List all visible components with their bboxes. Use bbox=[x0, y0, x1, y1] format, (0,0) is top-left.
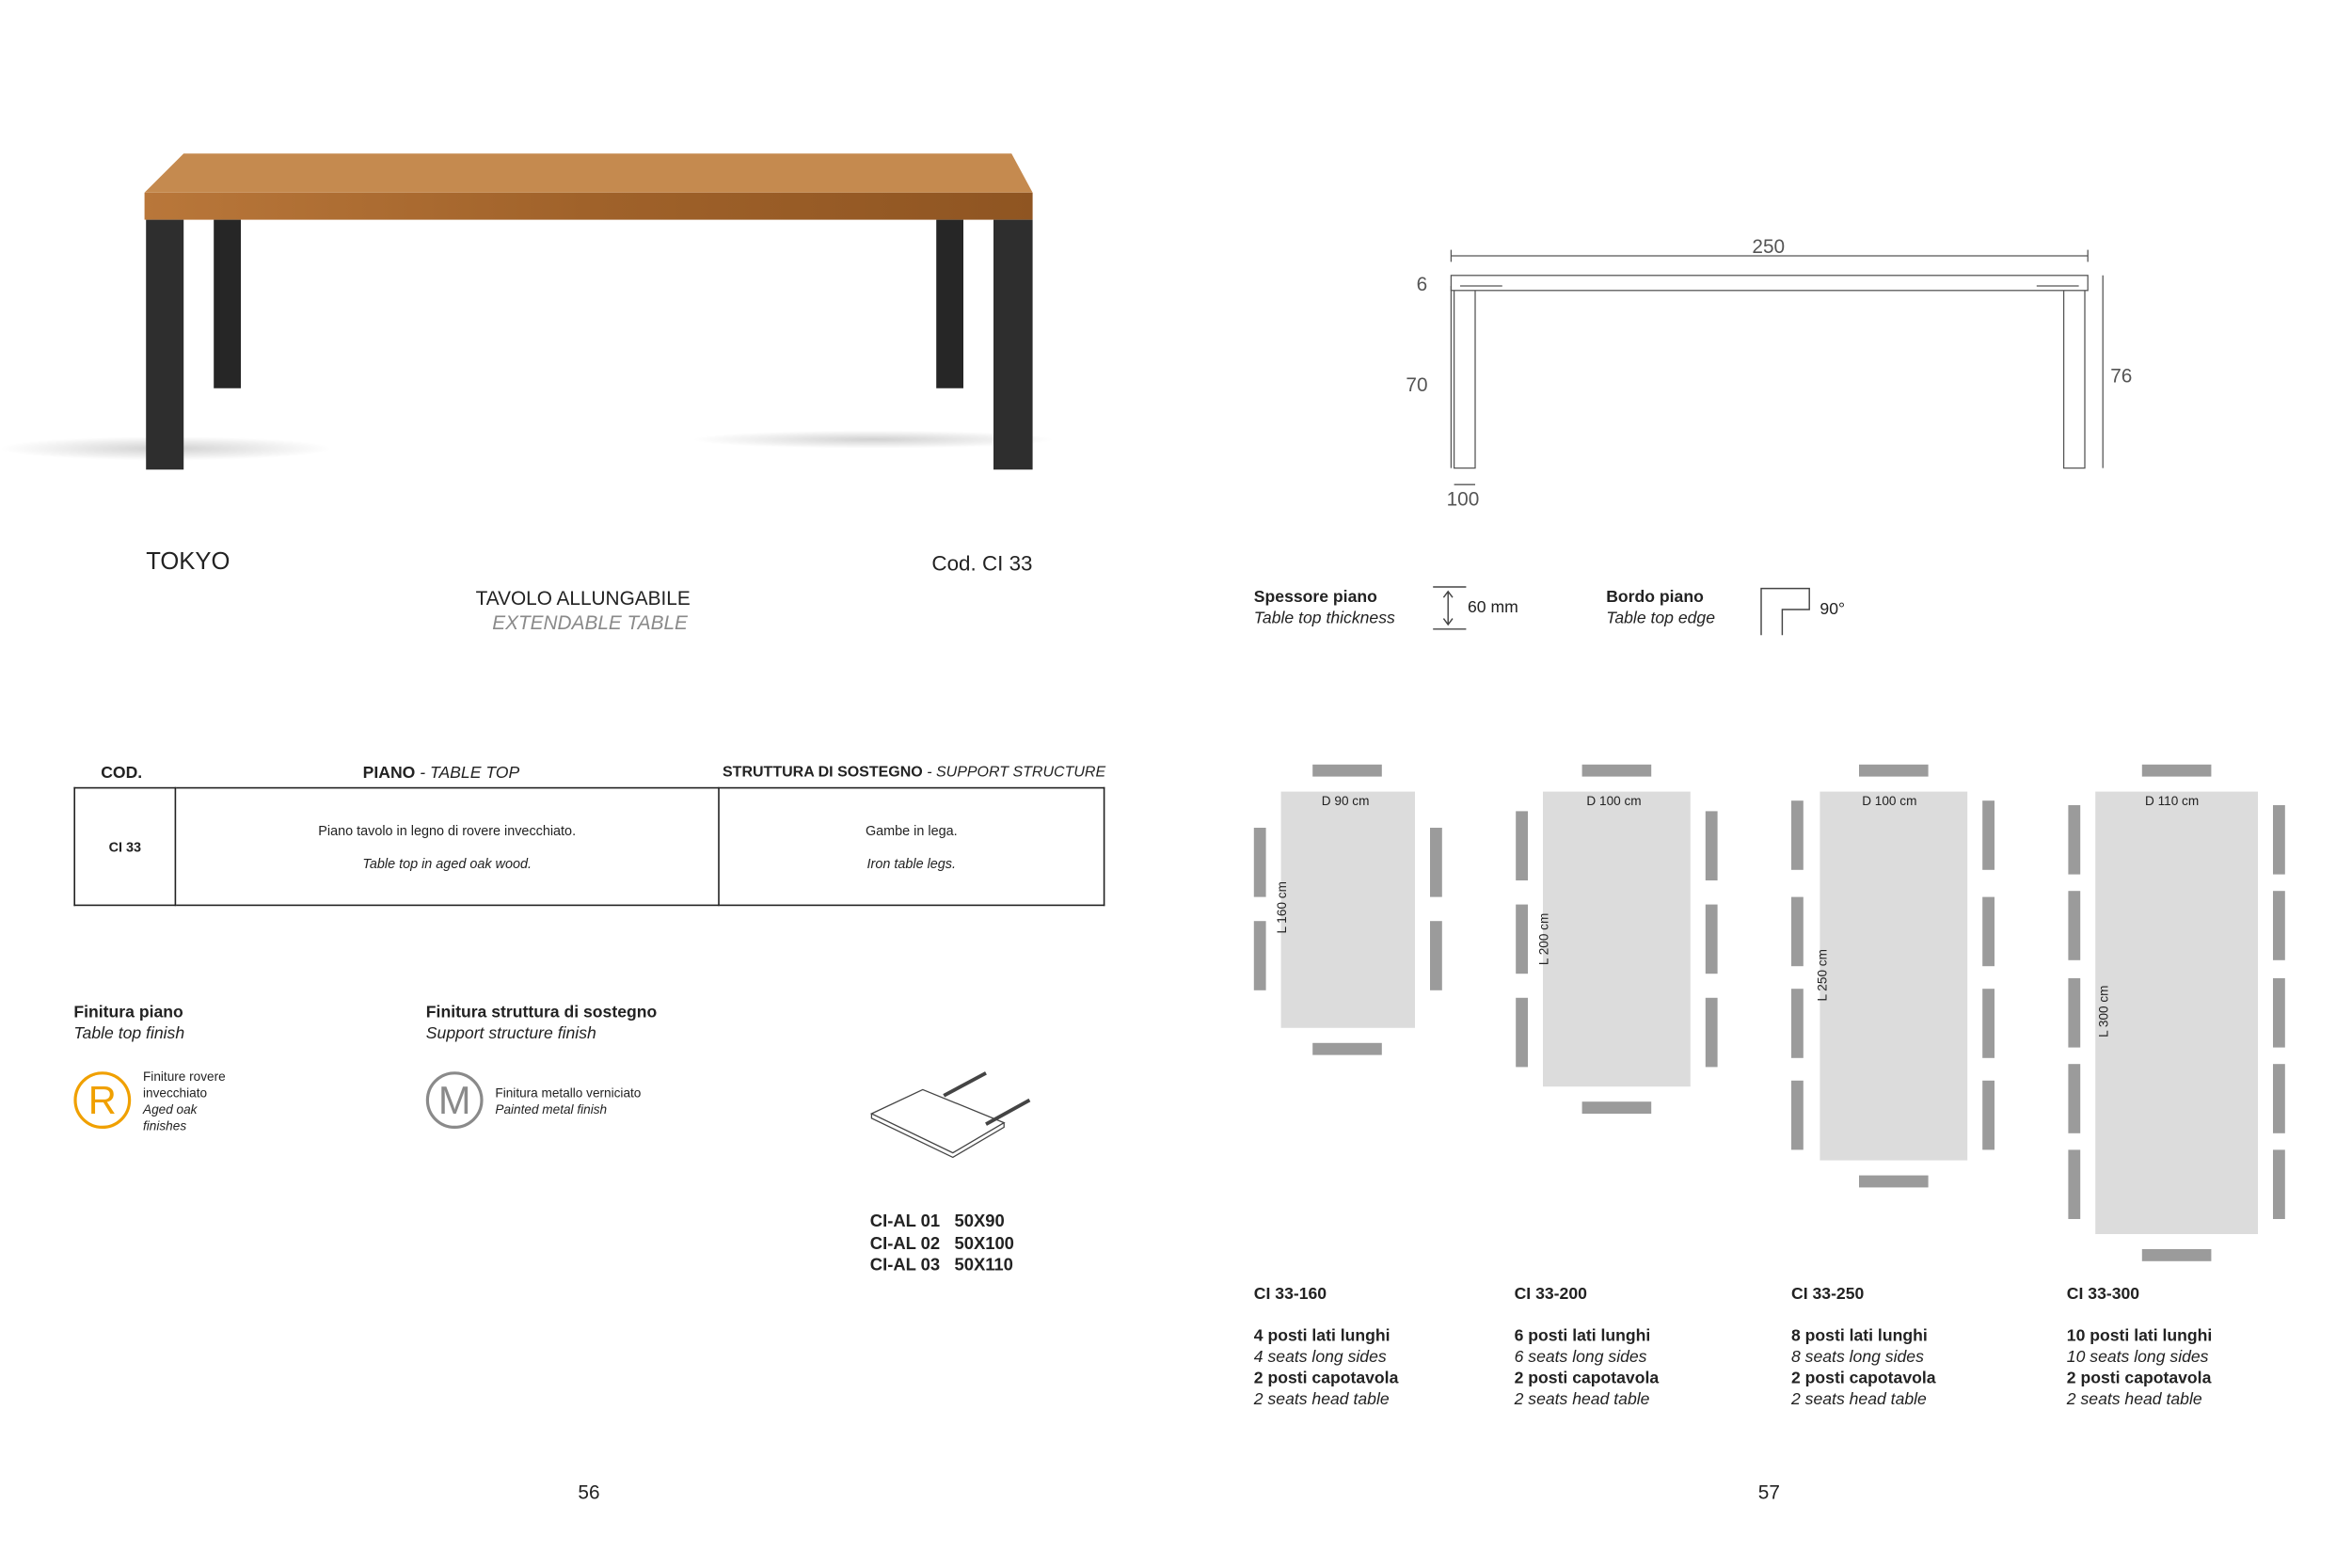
table-plan-200 bbox=[1543, 792, 1691, 1087]
finish-structure-title: Finitura struttura di sostegno bbox=[425, 1004, 658, 1022]
finish-m-badge: M bbox=[426, 1071, 484, 1129]
chair bbox=[2068, 891, 2080, 960]
table-plan-300 bbox=[2095, 792, 2258, 1234]
chair bbox=[2142, 765, 2212, 777]
table-row bbox=[74, 788, 1104, 906]
chair bbox=[1582, 1101, 1652, 1114]
chair bbox=[2273, 805, 2285, 875]
edge-label-en: Table top edge bbox=[1606, 610, 1716, 628]
chair bbox=[1791, 989, 1804, 1058]
cell-piano: Piano tavolo in legno di rovere invecchiato. Table top in aged oak wood. bbox=[175, 788, 719, 906]
spec-table bbox=[73, 787, 1104, 906]
chair bbox=[1516, 905, 1528, 974]
extension-codes: CI-AL 01 50X90 CI-AL 02 50X100 CI-AL 03 50X110 bbox=[869, 1212, 1014, 1275]
chair bbox=[1791, 1081, 1804, 1150]
thickness-label: Spessore piano bbox=[1253, 588, 1377, 607]
chair bbox=[1982, 1081, 1994, 1150]
chair bbox=[1430, 921, 1442, 990]
thickness-label-en: Table top thickness bbox=[1253, 610, 1395, 628]
seating-plans bbox=[1234, 752, 2318, 1272]
chair bbox=[1982, 989, 1994, 1058]
chair bbox=[2068, 1149, 2080, 1219]
edge-value: 90° bbox=[1820, 600, 1846, 619]
col-header-cod: COD. bbox=[101, 764, 143, 783]
edge-label: Bordo piano bbox=[1606, 588, 1704, 607]
seating-info-300: CI 33-300 10 posti lati lunghi 10 seats long sides 2 posti capotavola 2 seats head table bbox=[2066, 1285, 2213, 1409]
chair bbox=[1982, 897, 1994, 967]
table-plan-160 bbox=[1281, 792, 1415, 1028]
chair bbox=[1582, 765, 1652, 777]
chair bbox=[1982, 800, 1994, 870]
extension-leaf-drawing bbox=[866, 1069, 1039, 1166]
plan-200-depth: D 100 cm bbox=[1586, 793, 1642, 809]
chair bbox=[2273, 978, 2285, 1048]
col-header-piano: PIANO - TABLE TOP bbox=[362, 764, 520, 783]
col-header-struttura: STRUTTURA DI SOSTEGNO - SUPPORT STRUCTURE bbox=[723, 764, 1106, 782]
table-plans bbox=[1281, 792, 2258, 1234]
table-photo bbox=[0, 120, 1084, 497]
chair bbox=[1706, 811, 1718, 880]
seating-info-250: CI 33-250 8 posti lati lunghi 8 seats long sides 2 posti capotavola 2 seats head table bbox=[1791, 1285, 1936, 1409]
chair bbox=[1516, 998, 1528, 1068]
plan-200-length: L 200 cm bbox=[1535, 912, 1551, 966]
chair bbox=[1706, 905, 1718, 974]
finish-top-title: Finitura piano bbox=[73, 1004, 183, 1022]
chair bbox=[1254, 828, 1266, 897]
plan-250-length: L 250 cm bbox=[1814, 949, 1830, 1002]
edge-profile-icon bbox=[1756, 584, 1816, 639]
product-type-it: TAVOLO ALLUNGABILE bbox=[475, 587, 691, 610]
thickness-icon bbox=[1430, 584, 1470, 635]
chair bbox=[1312, 1043, 1382, 1055]
chair bbox=[1254, 921, 1266, 990]
chair bbox=[1430, 828, 1442, 897]
plan-300-depth: D 110 cm bbox=[2145, 793, 2200, 809]
finish-structure-title-en: Support structure finish bbox=[425, 1024, 596, 1043]
dim-leg-width: 100 bbox=[1446, 487, 1480, 511]
chair bbox=[1516, 811, 1528, 880]
chair bbox=[2142, 1249, 2212, 1261]
chair bbox=[2273, 891, 2285, 960]
plan-160-depth: D 90 cm bbox=[1321, 793, 1370, 809]
chair bbox=[1859, 1176, 1929, 1188]
finish-top-desc: Finiture rovere invecchiato Aged oak finishes bbox=[143, 1069, 226, 1133]
seating-info-200: CI 33-200 6 posti lati lunghi 6 seats long sides 2 posti capotavola 2 seats head table bbox=[1514, 1285, 1660, 1409]
page-number-left: 56 bbox=[578, 1481, 600, 1504]
finish-structure-desc: Finitura metallo verniciato Painted metal finish bbox=[495, 1085, 642, 1117]
plan-250-depth: D 100 cm bbox=[1862, 793, 1917, 809]
cell-struttura: Gambe in lega. Iron table legs. bbox=[719, 788, 1104, 906]
chair bbox=[2273, 1149, 2285, 1219]
chair bbox=[1706, 998, 1718, 1068]
product-type-en: EXTENDABLE TABLE bbox=[492, 610, 688, 634]
dim-top: 6 bbox=[1416, 272, 1428, 295]
dim-total-height: 76 bbox=[2110, 364, 2133, 388]
chair bbox=[2068, 1064, 2080, 1133]
page-number-right: 57 bbox=[1757, 1481, 1780, 1504]
chair bbox=[2068, 805, 2080, 875]
dimension-drawing bbox=[1400, 226, 2122, 519]
thickness-value: 60 mm bbox=[1468, 598, 1518, 617]
finish-r-badge: R bbox=[73, 1071, 131, 1129]
chair bbox=[2068, 978, 2080, 1048]
table-plan-250 bbox=[1820, 792, 1967, 1161]
finish-top-title-en: Table top finish bbox=[73, 1024, 185, 1043]
product-name: TOKYO bbox=[146, 549, 230, 576]
product-code: Cod. CI 33 bbox=[931, 550, 1033, 576]
chair bbox=[1859, 765, 1929, 777]
chair bbox=[1791, 800, 1804, 870]
plan-300-length: L 300 cm bbox=[2095, 985, 2111, 1037]
cell-cod: CI 33 bbox=[74, 788, 175, 906]
chair bbox=[1312, 765, 1382, 777]
plan-160-length: L 160 cm bbox=[1274, 881, 1290, 934]
seating-info-160: CI 33-160 4 posti lati lunghi 4 seats long sides 2 posti capotavola 2 seats head table bbox=[1253, 1285, 1399, 1409]
dim-leg-height: 70 bbox=[1406, 372, 1428, 396]
dim-length: 250 bbox=[1752, 234, 1786, 258]
chair bbox=[2273, 1064, 2285, 1133]
chair bbox=[1791, 897, 1804, 967]
